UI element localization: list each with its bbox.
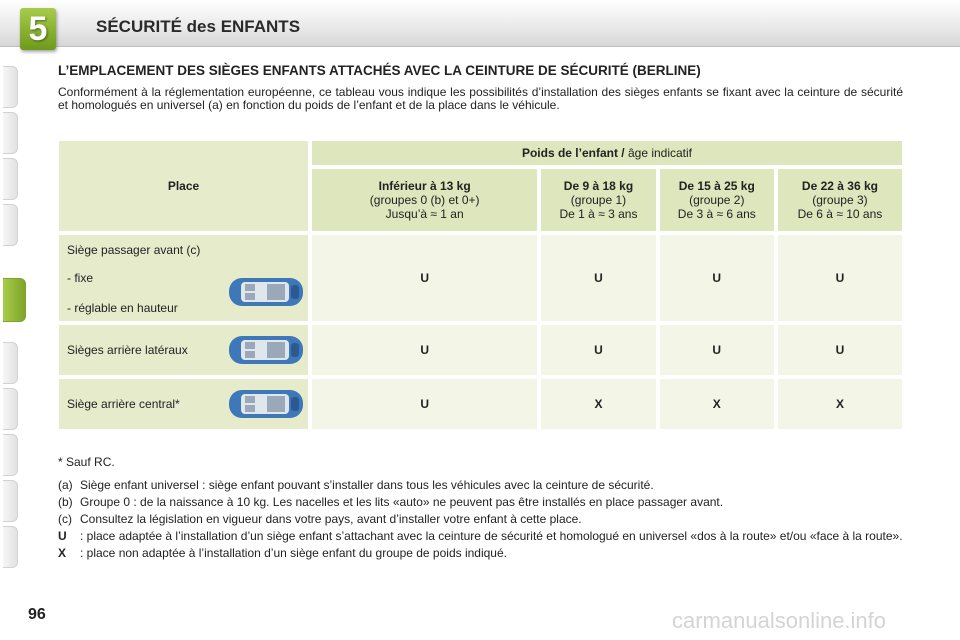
row-label-cell [59, 379, 308, 429]
footnote [58, 478, 904, 492]
child-seat-table [55, 137, 906, 433]
watermark: carmanualsonline.info [672, 608, 887, 633]
table-row [59, 235, 902, 321]
table-cell: X [778, 379, 902, 429]
footnote-key: (c) [58, 512, 72, 526]
footnote [58, 546, 904, 560]
footnote-key: X [58, 546, 67, 560]
column-title: De 9 à 18 kg [563, 179, 634, 193]
chapter-tab-1[interactable] [3, 66, 18, 108]
chapter-tab-10[interactable] [3, 526, 18, 568]
footnote [58, 512, 904, 526]
footnote-key: (a) [58, 478, 73, 492]
row-label: Siège passager avant (c) [67, 243, 201, 257]
chapter-tab-9[interactable] [3, 480, 18, 522]
table-cell: U [660, 325, 774, 375]
table-cell: U [541, 235, 655, 321]
table-cell: X [660, 379, 774, 429]
footnote-star: * Sauf RC. [58, 455, 115, 469]
column-group: (groupe 1) [570, 193, 627, 207]
chapter-badge: 5 [20, 8, 56, 50]
chapter-tab-3[interactable] [3, 158, 18, 200]
column-group: (groupe 3) [812, 193, 868, 207]
chapter-tab-8[interactable] [3, 434, 18, 476]
footnote [58, 529, 904, 543]
column-title: De 22 à 36 kg [801, 179, 878, 193]
row-sublabel: - fixe [67, 271, 94, 285]
column-title: De 15 à 25 kg [678, 179, 755, 193]
footnote-text: Groupe 0 : de la naissance à 10 kg. Les nacelles et les lits «auto» ne peuvent pas être installés en place passager avant. [80, 495, 724, 509]
chapter-title: SÉCURITÉ des ENFANTS [96, 17, 301, 36]
column-group: (groupes 0 (b) et 0+) [369, 193, 480, 207]
footnote-text: : place non adaptée à l’installation d’un siège enfant du groupe de poids indiqué. [80, 546, 507, 560]
chapter-tab-4[interactable] [3, 204, 18, 246]
chapter-tab-6[interactable] [3, 342, 18, 384]
chapter-tab-2[interactable] [3, 112, 18, 154]
footnote-text: Siège enfant universel : siège enfant pouvant s’installer dans tous les véhicules avec la ceinture de sécurité. [80, 478, 654, 492]
column-age: De 1 à ≈ 3 ans [559, 207, 638, 221]
footnote [58, 495, 904, 509]
car-top-view-icon [227, 388, 305, 420]
chapter-side-tabs [0, 46, 32, 586]
column-title: Inférieur à 13 kg [378, 179, 471, 193]
page-header [0, 0, 960, 47]
table-row [59, 325, 902, 375]
table-cell: X [541, 379, 655, 429]
footnotes [58, 455, 904, 563]
weight-header-bold: Poids de l’enfant / [521, 146, 625, 160]
car-top-view-icon [227, 334, 305, 366]
column-header [312, 169, 537, 231]
place-header: Place [59, 141, 308, 231]
column-header [541, 169, 655, 231]
table-cell: U [312, 379, 537, 429]
footnote-text: : place adaptée à l’installation d’un siège enfant s’attachant avec la ceinture de sécurité et homologué en universel «dos à la route» et/ou «face à la route». [80, 529, 903, 543]
table-cell: U [541, 325, 655, 375]
car-top-view-icon [227, 276, 305, 308]
row-label: Sièges arrière latéraux [67, 343, 188, 357]
footnote-key: U [58, 529, 67, 543]
column-group: (groupe 2) [689, 193, 745, 207]
column-age: De 3 à ≈ 6 ans [677, 207, 756, 221]
footnote-key: (b) [58, 495, 73, 509]
column-age: De 6 à ≈ 10 ans [797, 207, 883, 221]
column-header [660, 169, 774, 231]
weight-header-rest: âge indicatif [624, 146, 693, 160]
row-sublabel: - réglable en hauteur [67, 301, 178, 315]
footnote-text: Consultez la législation en vigueur dans votre pays, avant d’installer votre enfant à cette place. [80, 512, 582, 526]
table-cell: U [660, 235, 774, 321]
table-cell: U [778, 235, 902, 321]
table-cell: U [778, 325, 902, 375]
chapter-tab-5-active[interactable] [3, 278, 26, 322]
intro-paragraph: Conformément à la réglementation européenne, ce tableau vous indique les possibilités d’installation des sièges enfants se fixant avec la ceinture de sécurité et homologués en universel (a) en fonction du poids de l’enfant et de la place dans le véhicule. [58, 85, 903, 112]
chapter-tab-7[interactable] [3, 388, 18, 430]
table-row [59, 379, 902, 429]
page-number: 96 [28, 606, 46, 623]
row-label-cell [59, 325, 308, 375]
row-label-cell [59, 235, 308, 321]
column-age: Jusqu’à ≈ 1 an [385, 207, 464, 221]
weight-header [312, 141, 902, 165]
section-title: L’EMPLACEMENT DES SIÈGES ENFANTS ATTACHÉS AVEC LA CEINTURE DE SÉCURITÉ (BERLINE) [58, 63, 701, 78]
row-label: Siège arrière central* [67, 397, 180, 411]
column-header [778, 169, 902, 231]
table-cell: U [312, 235, 537, 321]
table-cell: U [312, 325, 537, 375]
